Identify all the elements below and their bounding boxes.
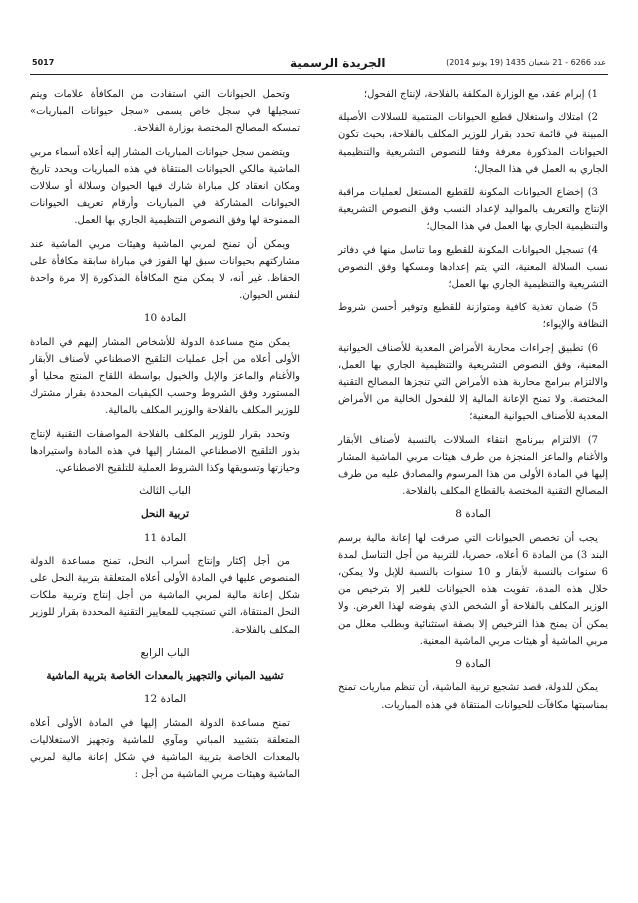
paragraph: يجب أن تخصص الحيوانات التي صرفت لها إعانة مالية برسم البند 3) من المادة 6 أعلاه، حصريا، للتربية من أجل التناسل لمدة 6 سنوات بالنسبة لأبقار و 10 سنوات بالنسبة للإبل ولا يمكن، خلال هذه المدة، تفويت هذه الحيوانات للغير إلا بترخيص من الوزير المكلف بالفلاحة أو الشخص الذي يفوضه لهذا الغرض. ولا يمكن أن يمنح هذا الترخيص إلا بصفة استثنائية وبطلب معلل من مربي الماشية أو هيئات مربي الماشية المعنية. xyxy=(338,532,609,647)
section-title: تشييد المباني والتجهيز بالمعدات الخاصة بتربية الماشية xyxy=(46,670,284,683)
issue-info: عدد 6266 - 21 شعبان 1435 (19 يونيو 2014) xyxy=(446,58,606,67)
paragraph: يمكن للدولة، قصد تشجيع تربية الماشية، أن تنظم مباريات تمنح بمناسبتها مكافآت للحيوانات المنتقاة في هذه المباريات. xyxy=(338,682,608,711)
right-column xyxy=(338,86,608,720)
article-heading: الباب الثالث xyxy=(139,485,191,498)
paragraph: 3) إخضاع الحيوانات المكونة للقطيع المستغل لعمليات مراقبة الإنتاج والتعريف بالمواليد لإعداد النسب وفق النصوص التشريعية والتنظيمية الجاري بها العمل في هذا المجال؛ xyxy=(338,187,608,233)
paragraph: تمنح مساعدة الدولة المشار إليها في المادة الأولى أعلاه المتعلقة بتشييد المباني ومآوي للماشية وتجهيز الاستغلاليات بالمعدات الخاصة بتربية الماشية في شكل إعانة مالية لمربي الماشية وهيئات مربي الماشية من أجل : xyxy=(30,717,300,781)
article-heading: المادة 8 xyxy=(455,508,491,521)
article-heading: المادة 9 xyxy=(455,658,491,671)
article-heading: الباب الرابع xyxy=(140,646,190,659)
page-number: 5017 xyxy=(32,58,55,67)
paragraph: وتحمل الحيوانات التي استفادت من المكافأة علامات ويتم تسجيلها في سجل خاص يسمى «سجل حيوانات المباريات» تمسكه المصالح المختصة بوزارة الفلاحة. xyxy=(30,89,300,135)
article-heading: المادة 11 xyxy=(143,531,187,544)
article-heading: المادة 10 xyxy=(143,312,187,325)
paragraph: وتحدد بقرار للوزير المكلف بالفلاحة المواصفات التقنية لإنتاج بذور التلقيح الاصطناعي المشار إليها في هذه المادة واستيرادها وحيازتها وتسويقها وكذا الشروط العملية للتلقيح الاصطناعي. xyxy=(30,428,300,475)
article-heading: المادة 12 xyxy=(143,693,187,706)
paragraph: يمكن منح مساعدة الدولة للأشخاص المشار إليهم في المادة الأولى أعلاه من أجل عمليات التلقيح الاصطناعي لأصناف الأبقار والأغنام والماعز والإبل والخيول بواسطة اللقاح المنتج محليا أو المستورد وفق الشروط وحسب الكيفيات المحددة بقرار مشترك للوزير المكلف بالفلاحة والوزير المكلف بالمالية. xyxy=(30,336,300,417)
journal-title: الجريدة الرسمية xyxy=(290,56,386,70)
paragraph: 7) الالتزام ببرنامج انتقاء السلالات بالنسبة لأصناف الأبقار والأغنام والماعز المنجزة من طرف هيئات مربي الماشية المشار إليها في المادة الأولى من هذا المرسوم والمصادق عليه من طرف المصالح التقنية المختصة بالقطاع المكلف بالفلاحة. xyxy=(338,434,608,498)
paragraph: 6) تطبيق إجراءات محاربة الأمراض المعدية للأصناف الحيوانية المعنية، وفق النصوص التشريعية والتنظيمية الجاري بها العمل، والالتزام ببرامج محاربة هذه الأمراض التي تنجزها المصالح التقنية المختصة. ولا تمنح الإعانة المالية إلا للفحول الخالية من الأمراض المعدية للأصناف الحيوانية المعنية؛ xyxy=(338,342,608,423)
paragraph: من أجل إكثار وإنتاج أسراب النحل، تمنح مساعدة الدولة المنصوص عليها في المادة الأولى أعلاه المتعلقة بتربية النحل على شكل إعانة مالية لمربي الماشية من أجل إنتاج وتربية ملكات النحل المنتقاة، التي تستجيب للمعايير التقنية المحددة بقرار للوزير المكلف بالفلاحة. xyxy=(30,555,300,636)
page-header xyxy=(30,56,608,75)
paragraph: 5) ضمان تغذية كافية ومتوازنة للقطيع وتوفير أحسن شروط النظافة والإيواء؛ xyxy=(338,302,608,331)
section-title: تربية النحل xyxy=(140,508,190,521)
paragraph: ويتضمن سجل حيوانات المباريات المشار إليه أعلاه أسماء مربي الماشية مالكي الحيوانات المنتقاة في هذه المباريات ويحدد تاريخ ومكان انعقاد كل مباراة شارك فيها الحيوان وسلالة أو سلالات الحيوانات المشاركة في المباريات وأرقام تعريف الحيوانات الممنوحة لها وفق النصوص التنظيمية الجاري بها العمل. xyxy=(30,146,300,227)
paragraph: ويمكن أن تمنح لمربي الماشية وهيئات مربي الماشية عند مشاركتهم بحيوانات سبق لها الفوز في مباراة سابقة مكافأة على الحفاظ. غير أنه، لا يمكن منح المكافأة المذكورة إلا مرة واحدة لنفس الحيوان. xyxy=(30,238,300,302)
paragraph: 2) امتلاك واستغلال قطيع الحيوانات المنتمية للسلالات الأصيلة المبينة في قائمة تحدد بقرار للوزير المكلف بالفلاحة، بحيث تكون الحيوانات المذكورة معرفة وفقا للنصوص التشريعية والتنظيمية الجاري به العمل في هذا المجال؛ xyxy=(338,112,608,175)
paragraph: 1) إبرام عقد، مع الوزارة المكلفة بالفلاحة، لإنتاج الفحول؛ xyxy=(363,89,598,100)
left-column xyxy=(30,86,300,789)
paragraph: 4) تسجيل الحيوانات المكونة للقطيع وما تناسل منها في دفاتر نسب السلالة المعنية، التي يتم إعدادها ومسكها وفق النصوص التشريعية والتنظيمية الجاري بها العمل؛ xyxy=(338,244,608,291)
